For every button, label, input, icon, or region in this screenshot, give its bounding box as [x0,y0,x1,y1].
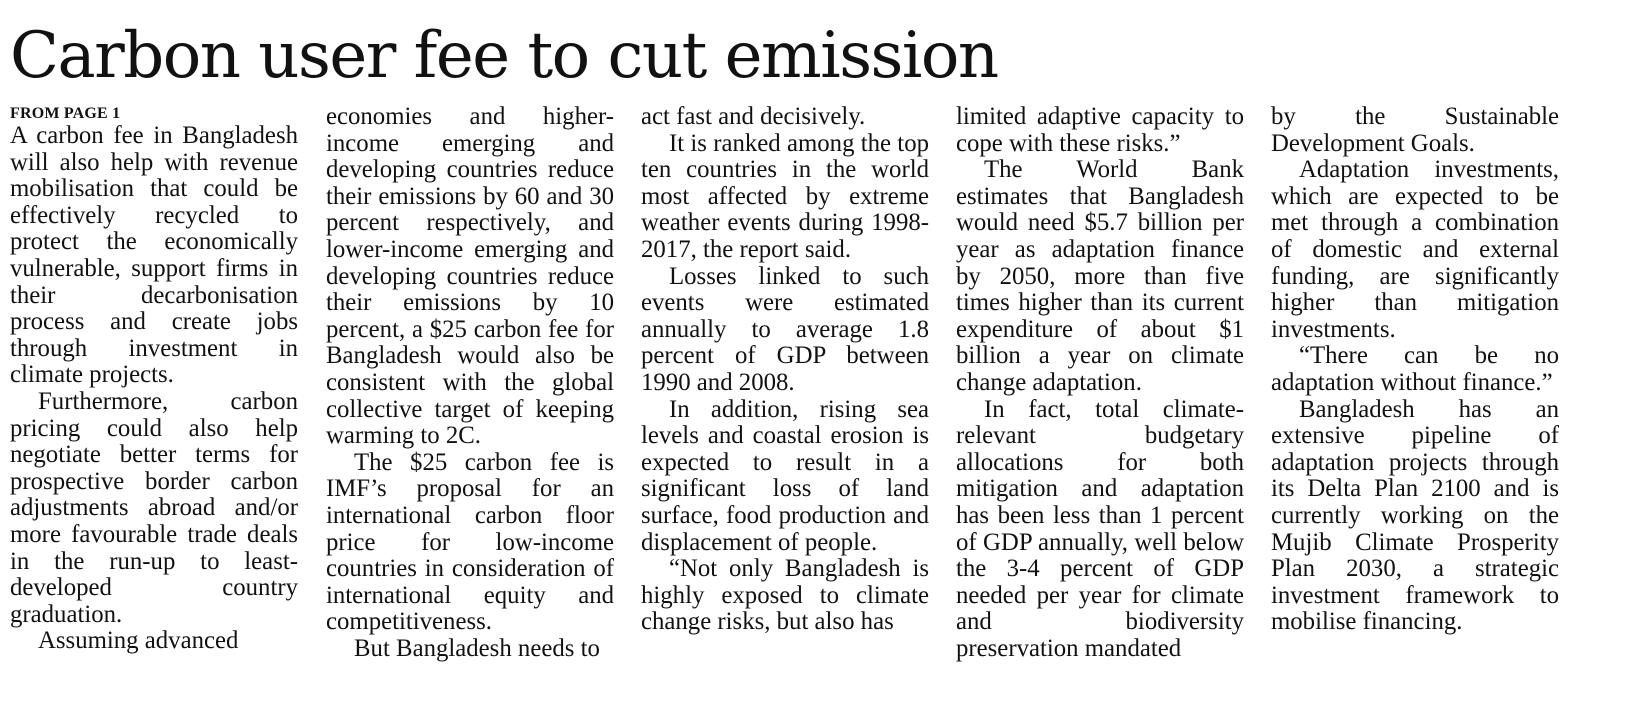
paragraph: act fast and decisively. [641,103,866,130]
paragraph: A carbon fee in Bangladesh will also help with revenue mobilisation that could be effectively recycled to protect the economically vulnerable, support firms in their decarbonisation process and create jobs through investment in climate projects. [10,122,298,389]
paragraph: The $25 carbon fee is IMF’s proposal for an international carbon floor price for low-income countries in consideration of international equity and competitiveness. [326,448,614,636]
article-column-5 [1271,104,1559,636]
paragraph: It is ranked among the top ten countries in the world most affected by extreme weather events during 1998-2017, the report said. [641,129,929,263]
paragraph: economies and higher-income emerging and developing countries reduce their emissions by 60 and 30 percent respectively, and lower-income emerging and developing countries reduce their emissions by 10 percent, a $25 carbon fee for Bangladesh would also be consistent with the global collective target of keeping warming to 2C. [326,103,614,450]
article-column-3 [641,104,929,636]
paragraph: Furthermore, carbon pricing could also help negotiate better terms for prospective border carbon adjustments abroad and/or more favourable trade deals in the run-up to least-developed country graduation. [10,387,298,628]
headline: Carbon user fee to cut emission [10,19,998,93]
paragraph: Bangladesh has an extensive pipeline of adaptation projects through its Delta Plan 2100 and is currently working on the Mujib Climate Prosperity Plan 2030, a strategic investment framework to mobilise financing. [1271,395,1559,636]
paragraph: In addition, rising sea levels and coastal erosion is expected to result in a significant loss of land surface, food production and displacement of people. [641,395,929,556]
paragraph: by the Sustainable Development Goals. [1271,103,1559,157]
article-column-4 [956,104,1244,662]
kicker: FROM PAGE 1 [10,105,121,122]
paragraph: Adaptation investments, which are expected to be met through a combination of domestic and external funding, are significantly higher than mitigation investments. [1271,156,1559,343]
article-column-2 [326,104,614,662]
paragraph: “There can be no adaptation without finance.” [1271,342,1559,396]
paragraph: The World Bank estimates that Bangladesh would need $5.7 billion per year as adaptation finance by 2050, more than five times higher than its current expenditure of about $1 billion a year on climate change adaptation. [956,156,1244,396]
paragraph: But Bangladesh needs to [354,634,600,662]
paragraph: Losses linked to such events were estimated annually to average 1.8 percent of GDP between 1990 and 2008. [641,262,929,396]
paragraph: Assuming advanced [38,627,239,655]
paragraph: “Not only Bangladesh is highly exposed to climate change risks, but also has [641,555,929,636]
paragraph: limited adaptive capacity to cope with these risks.” [956,103,1244,157]
paragraph: In fact, total climate-relevant budgetary allocations for both mitigation and adaptation has been less than 1 percent of GDP annually, well below the 3-4 percent of GDP needed per year for climate and biodiversity preservation mandated [956,395,1244,662]
article-column-1 [10,104,298,655]
